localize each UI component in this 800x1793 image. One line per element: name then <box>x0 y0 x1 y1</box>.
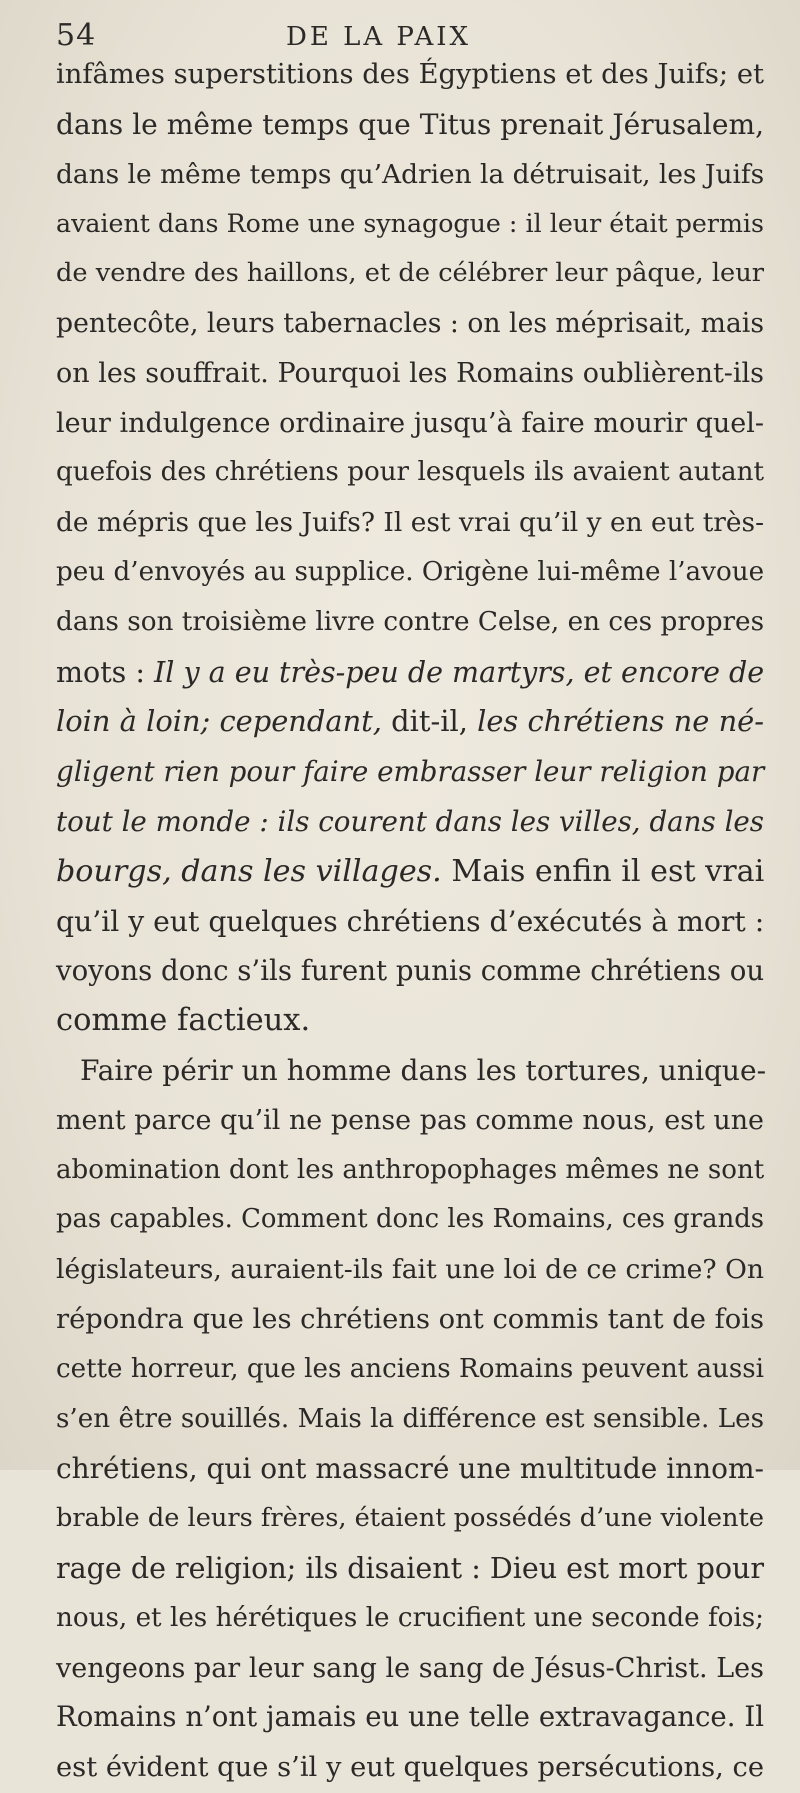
text-line: Faire périr un homme dans les tortures, unique- <box>80 1053 767 1087</box>
text-line: de vendre des haillons, et de célébrer leur pâque, leur <box>56 258 764 289</box>
text-line: on les souffrait. Pourquoi les Romains oublièrent-ils <box>56 357 764 389</box>
text-line: quefois des chrétiens pour lesquels ils avaient autant <box>56 457 764 488</box>
text-line: tout le monde : ils courent dans les villes, dans les <box>56 804 764 838</box>
text-line: dans le même temps qu’Adrien la détruisait, les Juifs <box>56 158 765 190</box>
text-line: avaient dans Rome une synagogue : il leur était permis <box>56 209 764 239</box>
text-line: voyons donc s’ils furent punis comme chrétiens ou <box>56 954 765 988</box>
text-line: abomination dont les anthropophages mêmes ne sont <box>56 1154 765 1185</box>
text-line: leur indulgence ordinaire jusqu’à faire mourir quel- <box>56 407 764 439</box>
text-line: cette horreur, que les anciens Romains peuvent aussi <box>56 1353 764 1384</box>
text-line: chrétiens, qui ont massacré une multitude innom- <box>56 1452 764 1486</box>
text-line: qu’il y eut quelques chrétiens d’exécutés à mort : <box>56 904 765 938</box>
text-line: vengeons par leur sang le sang de Jésus-Christ. Les <box>56 1652 764 1684</box>
text-line: Romains n’ont jamais eu une telle extravagance. Il <box>56 1701 764 1734</box>
text-line: bourgs, dans les villages. Mais enfin il est vrai <box>56 853 765 889</box>
text-line: pas capables. Comment donc les Romains, ces grands <box>56 1204 764 1235</box>
text-line: peu d’envoyés au supplice. Origène lui-même l’avoue <box>56 556 765 587</box>
text-line: loin à loin; cependant, dit-il, les chrétiens ne né- <box>56 704 764 739</box>
text-line: pentecôte, leurs tabernacles : on les méprisait, mais <box>56 307 765 339</box>
text-line: est évident que s’il y eut quelques persécutions, ce <box>56 1752 765 1784</box>
text-line: comme factieux. <box>56 1003 311 1039</box>
page-number: 54 <box>56 18 97 53</box>
text-line: infâmes superstitions des Égyptiens et des Juifs; et <box>56 59 764 90</box>
text-line: gligent rien pour faire embrasser leur religion par <box>56 755 765 789</box>
text-line: ment parce qu’il ne pense pas comme nous, est une <box>56 1104 764 1136</box>
text-line: brable de leurs frères, étaient possédés d’une violente <box>56 1503 764 1534</box>
text-line: dans le même temps que Titus prenait Jérusalem, <box>56 107 764 141</box>
text-line: dans son troisième livre contre Celse, en ces propres <box>56 606 765 637</box>
body-text <box>56 50 767 1793</box>
text-line: rage de religion; ils disaient : Dieu est mort pour <box>56 1551 764 1585</box>
text-line: répondra que les chrétiens ont commis tant de fois <box>56 1303 765 1335</box>
running-head: DE LA PAIX <box>286 22 472 52</box>
text-line: s’en être souillés. Mais la différence est sensible. Les <box>56 1403 764 1434</box>
text-line: mots : Il y a eu très-peu de martyrs, et encore de <box>56 655 765 689</box>
text-line: législateurs, auraient-ils fait une loi de ce crime? On <box>56 1254 764 1286</box>
text-line: de mépris que les Juifs? Il est vrai qu’il y en eut très- <box>56 507 764 539</box>
text-line: nous, et les hérétiques le crucifient une seconde fois; <box>56 1602 764 1633</box>
